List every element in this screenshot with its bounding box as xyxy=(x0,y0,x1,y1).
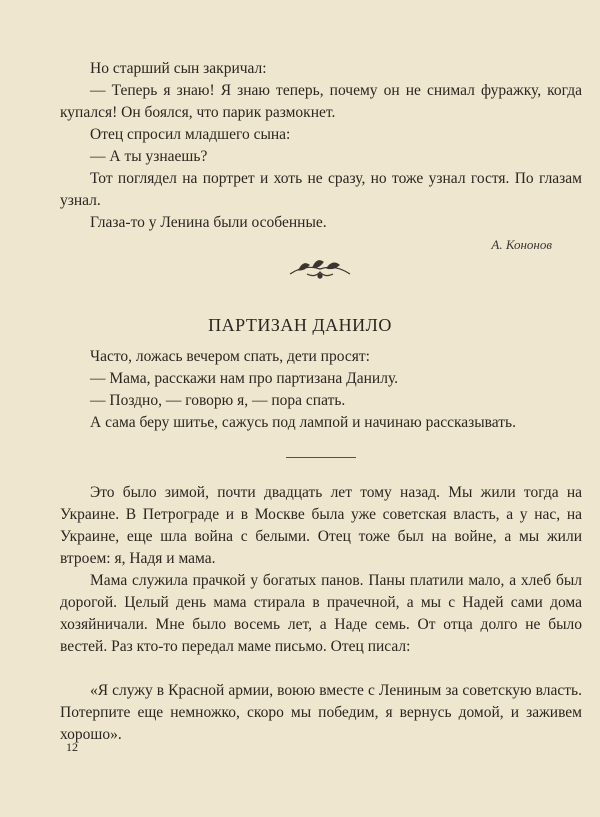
paragraph: Но старший сын закричал: xyxy=(90,60,267,77)
paragraph: А сама беру шитье, сажусь под лампой и начинаю рассказывать. xyxy=(90,414,516,431)
paragraph: Часто, ложась вечером спать, дети просят: xyxy=(90,348,370,365)
paragraph: — Теперь я знаю! Я знаю теперь, почему он не снимал фуражку, когда купался! Он боялся, что парик размокнет. xyxy=(60,82,582,121)
paragraph: Тот поглядел на портрет и хоть не сразу, но тоже узнал гостя. По глазам узнал. xyxy=(60,170,582,209)
section-divider xyxy=(286,457,356,458)
paragraph: Глаза-то у Ленина были особенные. xyxy=(90,214,327,231)
story-title: ПАРТИЗАН ДАНИЛО xyxy=(208,315,392,335)
paragraph: — А ты узнаешь? xyxy=(90,148,208,165)
paragraph: Это было зимой, почти двадцать лет тому назад. Мы жили тогда на Украине. В Петрограде и в Москве была уже советская власть, а у нас, на Украине, еще шла война с белыми. Отец тоже был на войне, а мы жили втроем: я, Надя и мама. xyxy=(60,484,582,567)
paragraph: Отец спросил младшего сына: xyxy=(90,126,291,143)
paragraph: «Я служу в Красной армии, воюю вместе с Лениным за советскую власть. Потерпите еще немножко, скоро мы победим, я вернусь домой, и заживем хорошо». xyxy=(60,682,582,743)
paragraph: — Поздно, — говорю я, — пора спать. xyxy=(90,392,346,409)
paragraph: — Мама, расскажи нам про партизана Данилу. xyxy=(90,370,399,387)
leaf-ornament-icon xyxy=(285,256,355,282)
author-signature: А. Кононов xyxy=(491,237,552,252)
paragraph: Мама служила прачкой у богатых панов. Паны платили мало, а хлеб был дорогой. Целый день мама стирала в прачечной, а мы с Надей сами дома хозяйничали. Мне было восемь лет, а Наде семь. От отца долго не было вестей. Раз кто-то передал маме письмо. Отец писал: xyxy=(60,572,582,655)
page-number: 12 xyxy=(66,740,78,754)
